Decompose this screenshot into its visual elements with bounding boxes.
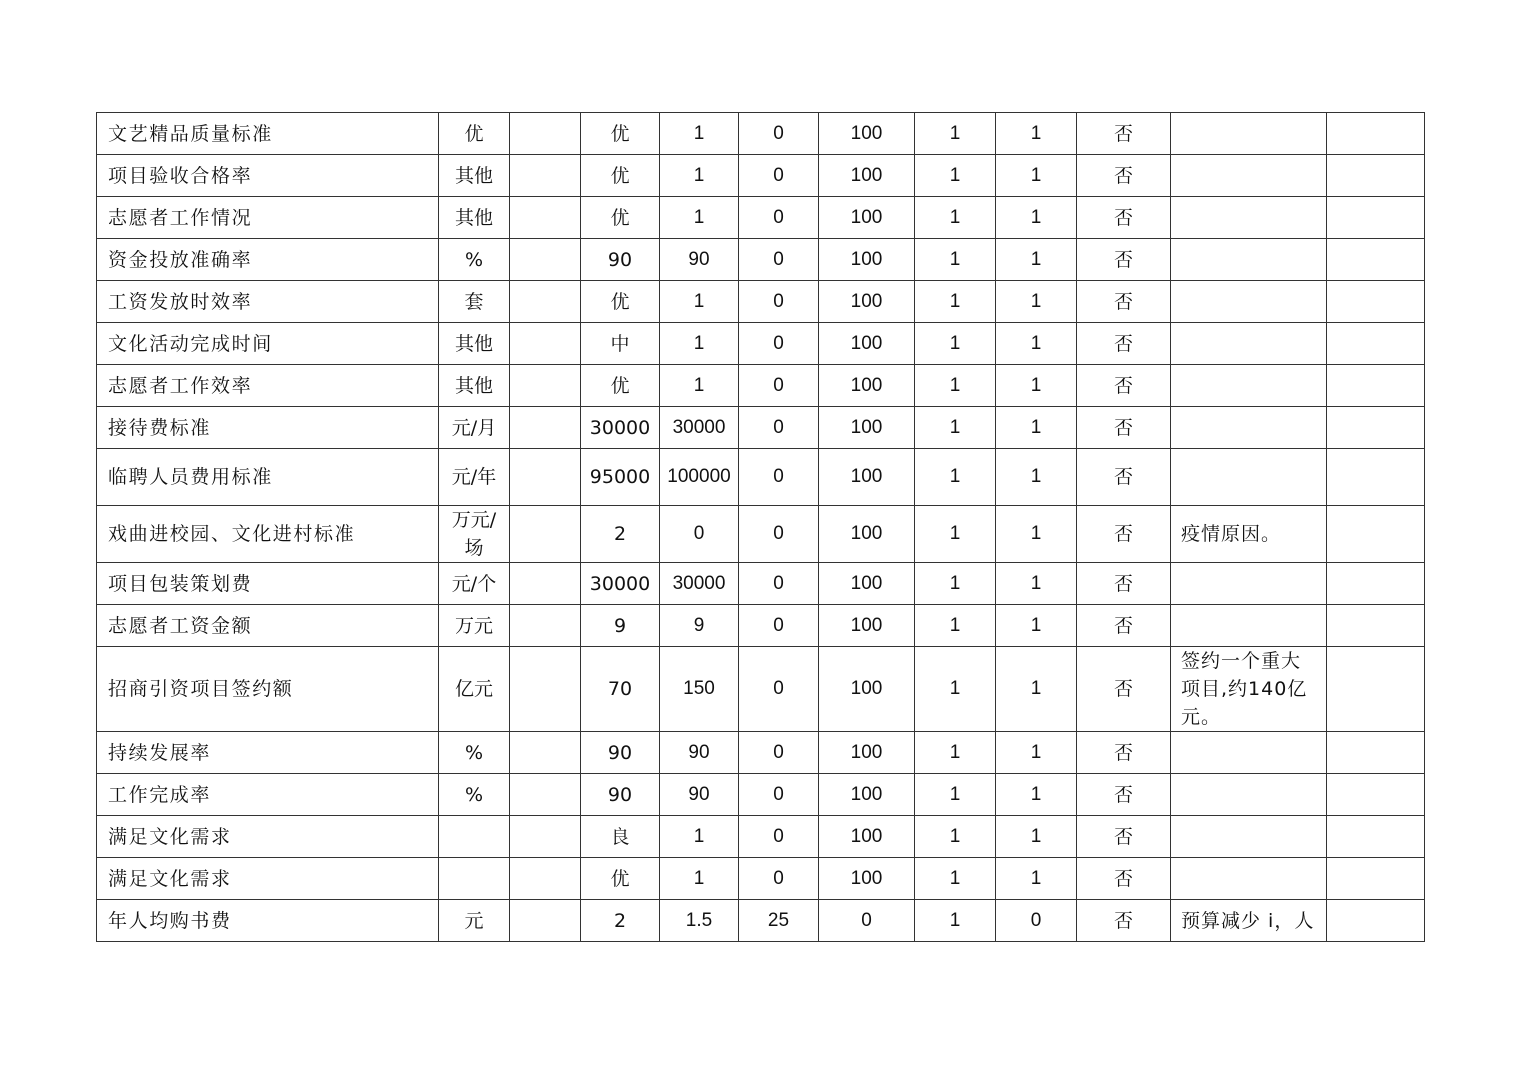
indicator-name: 临聘人员费用标准 [97, 449, 439, 506]
blank-cell [1327, 563, 1425, 605]
flag-cell: 否 [1077, 323, 1171, 365]
table-row [97, 506, 1425, 563]
value-cell: 1 [915, 563, 996, 605]
note-cell [1171, 605, 1327, 647]
blank-cell [1327, 113, 1425, 155]
unit-cell: 其他 [439, 323, 510, 365]
note-cell: 预算减少 i，人 [1171, 900, 1327, 942]
value-cell: 100 [819, 816, 915, 858]
indicator-name: 资金投放准确率 [97, 239, 439, 281]
note-cell: 疫情原因。 [1171, 506, 1327, 563]
flag-cell: 否 [1077, 407, 1171, 449]
blank-cell [510, 647, 581, 732]
flag-cell: 否 [1077, 816, 1171, 858]
value-cell: 1 [915, 605, 996, 647]
value-cell: 100 [819, 155, 915, 197]
target-value-cell: 90 [581, 732, 660, 774]
flag-cell: 否 [1077, 732, 1171, 774]
table-row [97, 113, 1425, 155]
blank-cell [510, 774, 581, 816]
value-cell: 1 [915, 197, 996, 239]
unit-cell: 亿元 [439, 647, 510, 732]
unit-cell: 元 [439, 900, 510, 942]
flag-cell: 否 [1077, 155, 1171, 197]
table-row [97, 323, 1425, 365]
target-value-cell: 9 [581, 605, 660, 647]
indicator-name: 志愿者工作情况 [97, 197, 439, 239]
target-value-cell: 2 [581, 900, 660, 942]
actual-value-cell: 9 [660, 605, 739, 647]
value-cell: 1 [915, 506, 996, 563]
flag-cell: 否 [1077, 197, 1171, 239]
indicator-name: 项目包装策划费 [97, 563, 439, 605]
flag-cell: 否 [1077, 858, 1171, 900]
unit-cell: 优 [439, 113, 510, 155]
value-cell: 0 [739, 281, 819, 323]
target-value-cell: 95000 [581, 449, 660, 506]
blank-cell [510, 155, 581, 197]
actual-value-cell: 1 [660, 155, 739, 197]
actual-value-cell: 30000 [660, 563, 739, 605]
note-cell [1171, 239, 1327, 281]
value-cell: 1 [915, 858, 996, 900]
blank-cell [510, 900, 581, 942]
note-cell [1171, 197, 1327, 239]
value-cell: 1 [996, 449, 1077, 506]
blank-cell [1327, 239, 1425, 281]
actual-value-cell: 30000 [660, 407, 739, 449]
indicator-name: 志愿者工作效率 [97, 365, 439, 407]
value-cell: 1 [915, 239, 996, 281]
value-cell: 1 [996, 113, 1077, 155]
value-cell: 100 [819, 281, 915, 323]
indicator-name: 年人均购书费 [97, 900, 439, 942]
note-cell [1171, 281, 1327, 323]
blank-cell [1327, 774, 1425, 816]
value-cell: 0 [739, 449, 819, 506]
document-page [96, 112, 1424, 942]
table-row [97, 563, 1425, 605]
actual-value-cell: 90 [660, 239, 739, 281]
unit-cell: 元/个 [439, 563, 510, 605]
value-cell: 100 [819, 732, 915, 774]
value-cell: 0 [739, 155, 819, 197]
blank-cell [510, 365, 581, 407]
flag-cell: 否 [1077, 563, 1171, 605]
value-cell: 100 [819, 365, 915, 407]
flag-cell: 否 [1077, 281, 1171, 323]
table-row [97, 407, 1425, 449]
actual-value-cell: 0 [660, 506, 739, 563]
target-value-cell: 优 [581, 365, 660, 407]
actual-value-cell: 1 [660, 323, 739, 365]
target-value-cell: 中 [581, 323, 660, 365]
value-cell: 1 [996, 647, 1077, 732]
value-cell: 100 [819, 239, 915, 281]
performance-indicator-table [96, 112, 1425, 942]
table-row [97, 155, 1425, 197]
value-cell: 25 [739, 900, 819, 942]
blank-cell [1327, 155, 1425, 197]
value-cell: 100 [819, 858, 915, 900]
flag-cell: 否 [1077, 506, 1171, 563]
target-value-cell: 30000 [581, 563, 660, 605]
blank-cell [1327, 732, 1425, 774]
indicator-name: 志愿者工资金额 [97, 605, 439, 647]
value-cell: 1 [915, 281, 996, 323]
flag-cell: 否 [1077, 239, 1171, 281]
note-cell [1171, 816, 1327, 858]
target-value-cell: 优 [581, 281, 660, 323]
blank-cell [510, 605, 581, 647]
value-cell: 1 [996, 239, 1077, 281]
value-cell: 100 [819, 563, 915, 605]
unit-cell: 其他 [439, 365, 510, 407]
blank-cell [510, 281, 581, 323]
value-cell: 0 [739, 774, 819, 816]
blank-cell [510, 563, 581, 605]
unit-cell: 万元 [439, 605, 510, 647]
indicator-name: 接待费标准 [97, 407, 439, 449]
value-cell: 0 [739, 113, 819, 155]
value-cell: 1 [915, 323, 996, 365]
blank-cell [1327, 281, 1425, 323]
blank-cell [510, 239, 581, 281]
blank-cell [1327, 647, 1425, 732]
value-cell: 1 [996, 323, 1077, 365]
blank-cell [510, 449, 581, 506]
blank-cell [510, 816, 581, 858]
table-row [97, 732, 1425, 774]
note-cell: 签约一个重大项目,约140亿元。 [1171, 647, 1327, 732]
value-cell: 1 [915, 774, 996, 816]
value-cell: 0 [819, 900, 915, 942]
value-cell: 1 [996, 407, 1077, 449]
indicator-name: 满足文化需求 [97, 816, 439, 858]
unit-cell: % [439, 239, 510, 281]
note-cell [1171, 449, 1327, 506]
blank-cell [510, 197, 581, 239]
note-cell [1171, 732, 1327, 774]
blank-cell [1327, 197, 1425, 239]
unit-cell: % [439, 732, 510, 774]
blank-cell [1327, 900, 1425, 942]
value-cell: 1 [996, 816, 1077, 858]
actual-value-cell: 90 [660, 774, 739, 816]
value-cell: 1 [915, 647, 996, 732]
blank-cell [510, 858, 581, 900]
value-cell: 1 [996, 858, 1077, 900]
value-cell: 0 [739, 407, 819, 449]
actual-value-cell: 1 [660, 281, 739, 323]
target-value-cell: 90 [581, 774, 660, 816]
indicator-name: 工资发放时效率 [97, 281, 439, 323]
blank-cell [510, 506, 581, 563]
value-cell: 0 [739, 732, 819, 774]
value-cell: 100 [819, 323, 915, 365]
flag-cell: 否 [1077, 365, 1171, 407]
value-cell: 1 [996, 365, 1077, 407]
table-row [97, 816, 1425, 858]
actual-value-cell: 1 [660, 365, 739, 407]
value-cell: 100 [819, 197, 915, 239]
blank-cell [510, 113, 581, 155]
target-value-cell: 30000 [581, 407, 660, 449]
value-cell: 100 [819, 506, 915, 563]
indicator-name: 文艺精品质量标准 [97, 113, 439, 155]
flag-cell: 否 [1077, 900, 1171, 942]
value-cell: 1 [996, 197, 1077, 239]
target-value-cell: 优 [581, 113, 660, 155]
value-cell: 0 [739, 816, 819, 858]
actual-value-cell: 100000 [660, 449, 739, 506]
blank-cell [510, 323, 581, 365]
value-cell: 100 [819, 113, 915, 155]
value-cell: 100 [819, 407, 915, 449]
value-cell: 100 [819, 647, 915, 732]
indicator-name: 持续发展率 [97, 732, 439, 774]
blank-cell [1327, 816, 1425, 858]
value-cell: 1 [915, 155, 996, 197]
table-row [97, 605, 1425, 647]
table-row [97, 197, 1425, 239]
indicator-name: 戏曲进校园、文化进村标准 [97, 506, 439, 563]
indicator-name: 满足文化需求 [97, 858, 439, 900]
value-cell: 1 [996, 506, 1077, 563]
flag-cell: 否 [1077, 113, 1171, 155]
value-cell: 0 [739, 365, 819, 407]
value-cell: 1 [915, 449, 996, 506]
actual-value-cell: 150 [660, 647, 739, 732]
target-value-cell: 2 [581, 506, 660, 563]
unit-cell: % [439, 774, 510, 816]
value-cell: 100 [819, 449, 915, 506]
value-cell: 0 [739, 506, 819, 563]
value-cell: 0 [739, 323, 819, 365]
target-value-cell: 90 [581, 239, 660, 281]
flag-cell: 否 [1077, 774, 1171, 816]
target-value-cell: 优 [581, 155, 660, 197]
actual-value-cell: 1.5 [660, 900, 739, 942]
actual-value-cell: 1 [660, 816, 739, 858]
target-value-cell: 70 [581, 647, 660, 732]
actual-value-cell: 1 [660, 113, 739, 155]
actual-value-cell: 1 [660, 858, 739, 900]
unit-cell: 其他 [439, 155, 510, 197]
blank-cell [1327, 858, 1425, 900]
unit-cell: 元/月 [439, 407, 510, 449]
unit-cell [439, 858, 510, 900]
table-row [97, 239, 1425, 281]
table-row [97, 858, 1425, 900]
unit-cell: 其他 [439, 197, 510, 239]
indicator-name: 项目验收合格率 [97, 155, 439, 197]
table-row [97, 449, 1425, 506]
unit-cell: 元/年 [439, 449, 510, 506]
note-cell [1171, 858, 1327, 900]
note-cell [1171, 365, 1327, 407]
note-cell [1171, 563, 1327, 605]
indicator-name: 招商引资项目签约额 [97, 647, 439, 732]
value-cell: 1 [996, 281, 1077, 323]
note-cell [1171, 407, 1327, 449]
value-cell: 1 [996, 732, 1077, 774]
value-cell: 0 [739, 197, 819, 239]
value-cell: 0 [739, 647, 819, 732]
table-row [97, 647, 1425, 732]
value-cell: 100 [819, 605, 915, 647]
indicator-name: 文化活动完成时间 [97, 323, 439, 365]
blank-cell [1327, 323, 1425, 365]
indicator-name: 工作完成率 [97, 774, 439, 816]
table-row [97, 900, 1425, 942]
actual-value-cell: 90 [660, 732, 739, 774]
target-value-cell: 优 [581, 197, 660, 239]
table-row [97, 281, 1425, 323]
table-row [97, 774, 1425, 816]
value-cell: 0 [996, 900, 1077, 942]
unit-cell: 万元/场 [439, 506, 510, 563]
note-cell [1171, 155, 1327, 197]
blank-cell [1327, 407, 1425, 449]
table-row [97, 365, 1425, 407]
flag-cell: 否 [1077, 605, 1171, 647]
blank-cell [510, 407, 581, 449]
value-cell: 100 [819, 774, 915, 816]
note-cell [1171, 113, 1327, 155]
blank-cell [1327, 449, 1425, 506]
flag-cell: 否 [1077, 449, 1171, 506]
value-cell: 0 [739, 605, 819, 647]
value-cell: 1 [915, 900, 996, 942]
value-cell: 1 [915, 113, 996, 155]
note-cell [1171, 774, 1327, 816]
value-cell: 1 [996, 155, 1077, 197]
target-value-cell: 优 [581, 858, 660, 900]
note-cell [1171, 323, 1327, 365]
target-value-cell: 良 [581, 816, 660, 858]
unit-cell [439, 816, 510, 858]
value-cell: 1 [915, 365, 996, 407]
blank-cell [510, 732, 581, 774]
value-cell: 1 [915, 732, 996, 774]
value-cell: 1 [996, 605, 1077, 647]
value-cell: 0 [739, 563, 819, 605]
blank-cell [1327, 365, 1425, 407]
value-cell: 0 [739, 858, 819, 900]
value-cell: 1 [915, 407, 996, 449]
blank-cell [1327, 506, 1425, 563]
blank-cell [1327, 605, 1425, 647]
actual-value-cell: 1 [660, 197, 739, 239]
value-cell: 0 [739, 239, 819, 281]
value-cell: 1 [996, 774, 1077, 816]
value-cell: 1 [915, 816, 996, 858]
flag-cell: 否 [1077, 647, 1171, 732]
unit-cell: 套 [439, 281, 510, 323]
value-cell: 1 [996, 563, 1077, 605]
